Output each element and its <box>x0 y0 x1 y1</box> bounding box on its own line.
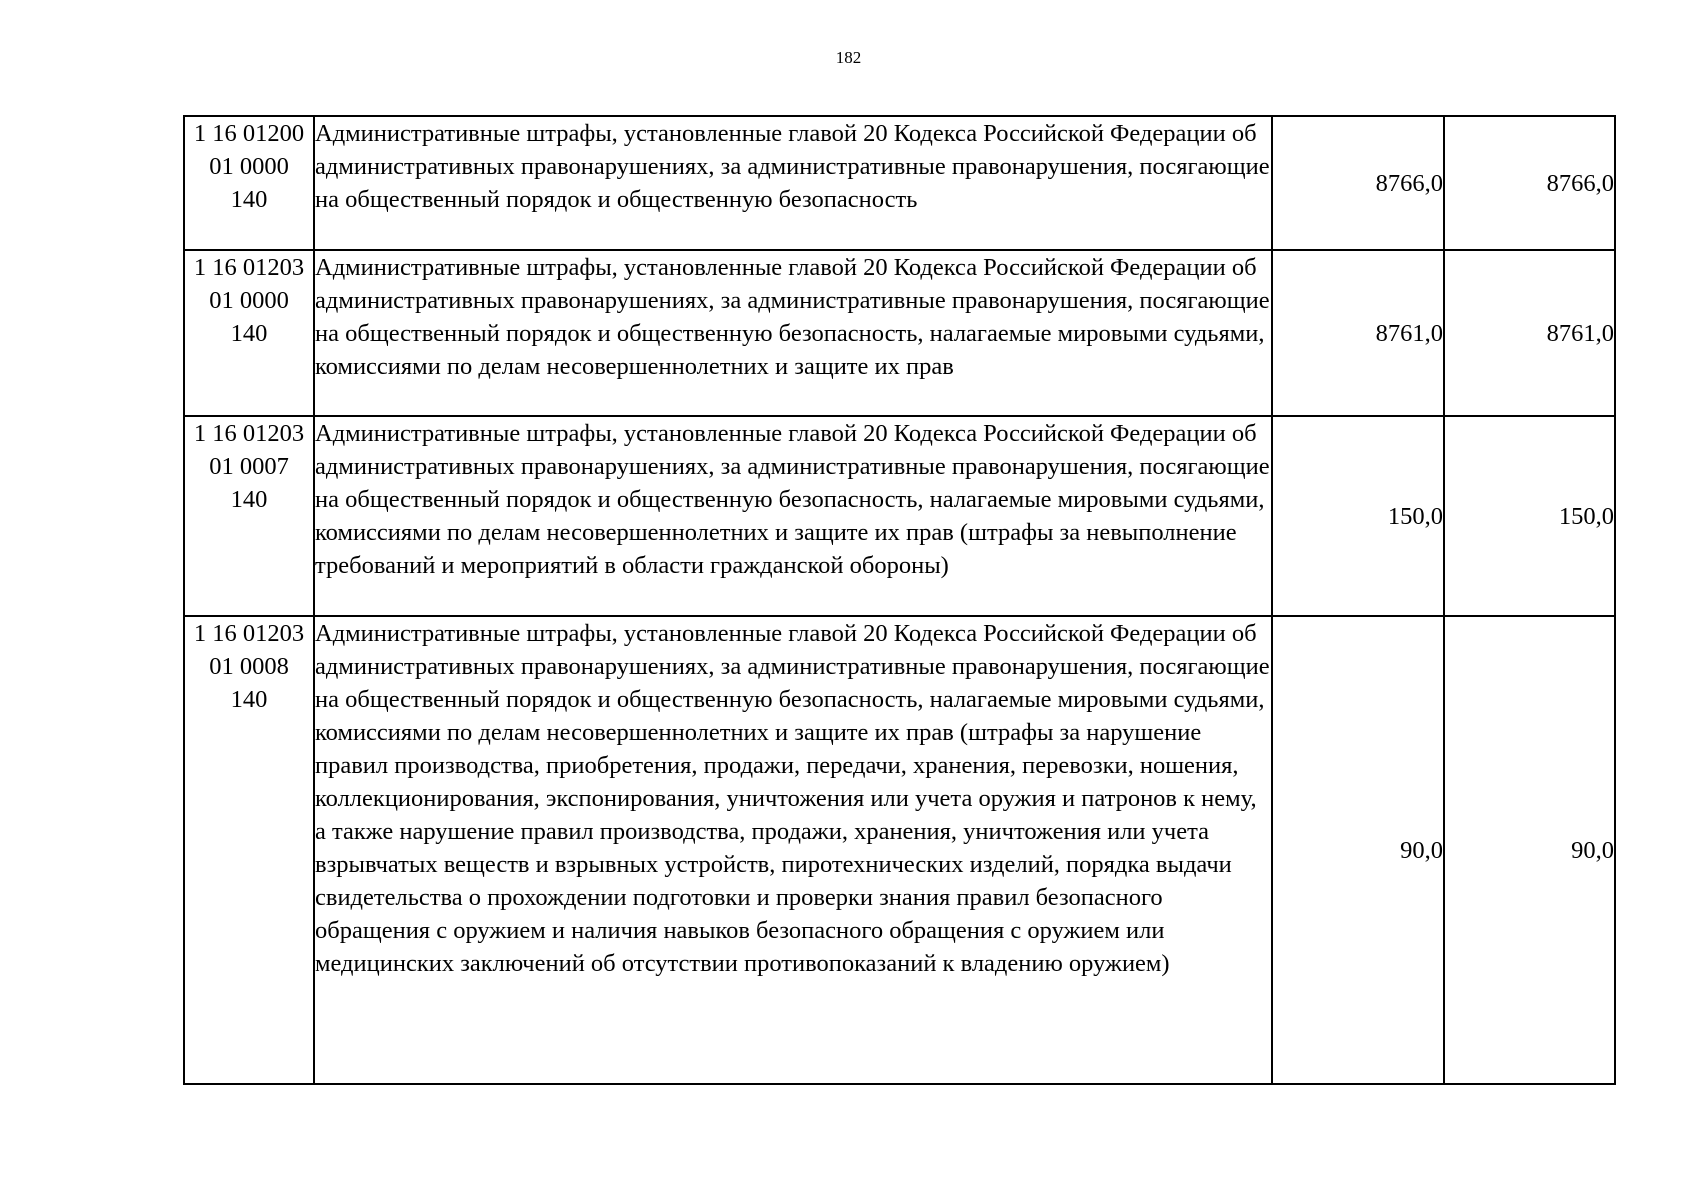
revenue-description: Административные штрафы, установленные главой 20 Кодекса Российской Федерации об административных правонарушениях, за административные правонарушения, посягающие на общественный порядок и общественную безопасность, налагаемые мировыми судьями, комиссиями по делам несовершеннолетних и защите их прав <box>314 250 1272 416</box>
amount-year-1: 90,0 <box>1272 616 1444 1084</box>
amount-year-1: 8766,0 <box>1272 116 1444 250</box>
amount-year-2: 150,0 <box>1444 416 1615 616</box>
revenue-table <box>183 115 1616 1085</box>
table-row <box>184 250 1615 416</box>
page-number: 182 <box>835 48 862 67</box>
amount-year-1: 150,0 <box>1272 416 1444 616</box>
budget-code: 1 16 01203 01 0007 140 <box>184 416 314 616</box>
table-row <box>184 416 1615 616</box>
revenue-description: Административные штрафы, установленные главой 20 Кодекса Российской Федерации об административных правонарушениях, за административные правонарушения, посягающие на общественный порядок и общественную безопасность, налагаемые мировыми судьями, комиссиями по делам несовершеннолетних и защите их прав (штрафы за невыполнение требований и мероприятий в области гражданской обороны) <box>314 416 1272 616</box>
table-row <box>184 616 1615 1084</box>
amount-year-1: 8761,0 <box>1272 250 1444 416</box>
table-row <box>184 116 1615 250</box>
budget-code: 1 16 01203 01 0008 140 <box>184 616 314 1084</box>
budget-code: 1 16 01200 01 0000 140 <box>184 116 314 250</box>
revenue-description: Административные штрафы, установленные главой 20 Кодекса Российской Федерации об административных правонарушениях, за административные правонарушения, посягающие на общественный порядок и общественную безопасность, налагаемые мировыми судьями, комиссиями по делам несовершеннолетних и защите их прав (штрафы за нарушение правил производства, приобретения, продажи, передачи, хранения, перевозки, ношения, коллекционирования, экспонирования, уничтожения или учета оружия и патронов к нему, а также нарушение правил производства, продажи, хранения, уничтожения или учета взрывчатых веществ и взрывных устройств, пиротехнических изделий, порядка выдачи свидетельства о прохождении подготовки и проверки знания правил безопасного обращения с оружием и наличия навыков безопасного обращения с оружием или медицинских заключений об отсутствии противопоказаний к владению оружием) <box>314 616 1272 1084</box>
budget-code: 1 16 01203 01 0000 140 <box>184 250 314 416</box>
amount-year-2: 8761,0 <box>1444 250 1615 416</box>
revenue-description: Административные штрафы, установленные главой 20 Кодекса Российской Федерации об административных правонарушениях, за административные правонарушения, посягающие на общественный порядок и общественную безопасность <box>314 116 1272 250</box>
amount-year-2: 8766,0 <box>1444 116 1615 250</box>
amount-year-2: 90,0 <box>1444 616 1615 1084</box>
